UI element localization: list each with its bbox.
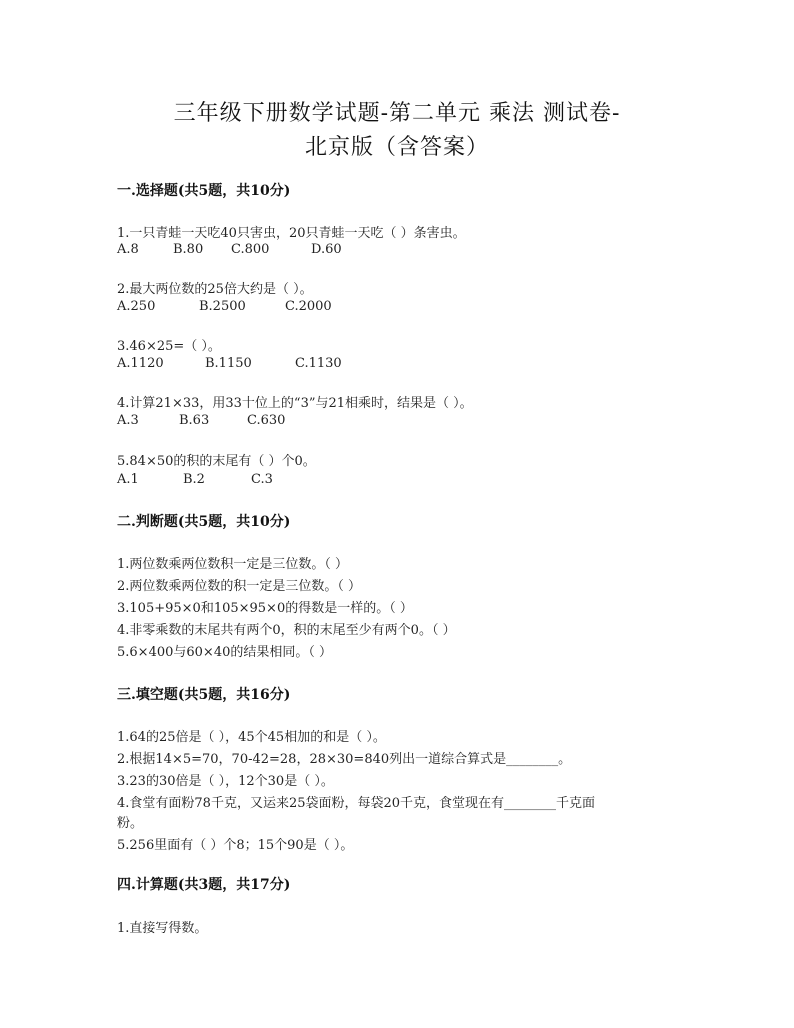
question-text: 3.46×25=（ ）。	[117, 339, 221, 354]
calc-item: 1.直接写得数。	[117, 921, 208, 936]
option: B.80	[173, 242, 204, 257]
section-heading-true-false: 二.判断题(共5题，共10分)	[117, 514, 291, 530]
fill-item: 4.食堂有面粉78千克，又运来25袋面粉，每袋20千克，食堂现在有________千克面	[117, 796, 596, 811]
section-heading-fill-blank: 三.填空题(共5题，共16分)	[117, 687, 291, 703]
question-text: 1.一只青蛙一天吃40只害虫，20只青蛙一天吃（ ）条害虫。	[117, 226, 466, 241]
question-options	[117, 472, 273, 487]
option: B.1150	[205, 356, 252, 371]
option: A.1	[117, 472, 139, 487]
option: A.3	[117, 413, 139, 428]
question-options	[117, 242, 342, 257]
question-text: 5.84×50的积的末尾有（ ）个0。	[117, 454, 316, 469]
document-title-line2: 北京版（含答案）	[304, 135, 489, 160]
statement-item: 3.105+95×0和105×95×0的得数是一样的。（ ）	[117, 601, 413, 616]
fill-item: 3.23的30倍是（ ），12个30是（ ）。	[117, 774, 334, 789]
option: C.1130	[295, 356, 342, 371]
option: C.3	[251, 472, 273, 487]
fill-item: 5.256里面有（ ）个8；15个90是（ ）。	[117, 838, 354, 853]
question-text: 4.计算21×33，用33十位上的“3”与21相乘时，结果是（ ）。	[117, 396, 473, 411]
option: A.8	[117, 242, 139, 257]
option: B.2	[183, 472, 205, 487]
option: A.1120	[117, 356, 164, 371]
question-text: 2.最大两位数的25倍大约是（ ）。	[117, 282, 313, 297]
fill-item: 粉。	[117, 816, 144, 831]
option: B.2500	[199, 299, 246, 314]
option: C.800	[231, 242, 270, 257]
option: D.60	[311, 242, 342, 257]
question-options	[117, 413, 285, 428]
section-heading-choice: 一.选择题(共5题，共10分)	[117, 183, 291, 199]
option: C.630	[247, 413, 286, 428]
option: C.2000	[285, 299, 332, 314]
statement-item: 5.6×400与60×40的结果相同。（ ）	[117, 645, 332, 660]
question-options	[117, 356, 342, 371]
fill-item: 2.根据14×5=70，70-42=28，28×30=840列出一道综合算式是________。	[117, 752, 572, 767]
statement-item: 4.非零乘数的末尾共有两个0，积的末尾至少有两个0。（ ）	[117, 623, 456, 638]
section-heading-calculation: 四.计算题(共3题，共17分)	[117, 877, 291, 893]
statement-item: 1.两位数乘两位数积一定是三位数。（ ）	[117, 557, 349, 572]
document-title-line1: 三年级下册数学试题-第二单元 乘法 测试卷-	[173, 101, 621, 126]
fill-item: 1.64的25倍是（ ），45个45相加的和是（ ）。	[117, 730, 386, 745]
option: B.63	[179, 413, 210, 428]
statement-item: 2.两位数乘两位数的积一定是三位数。（ ）	[117, 579, 362, 594]
option: A.250	[117, 299, 156, 314]
question-options	[117, 299, 332, 314]
